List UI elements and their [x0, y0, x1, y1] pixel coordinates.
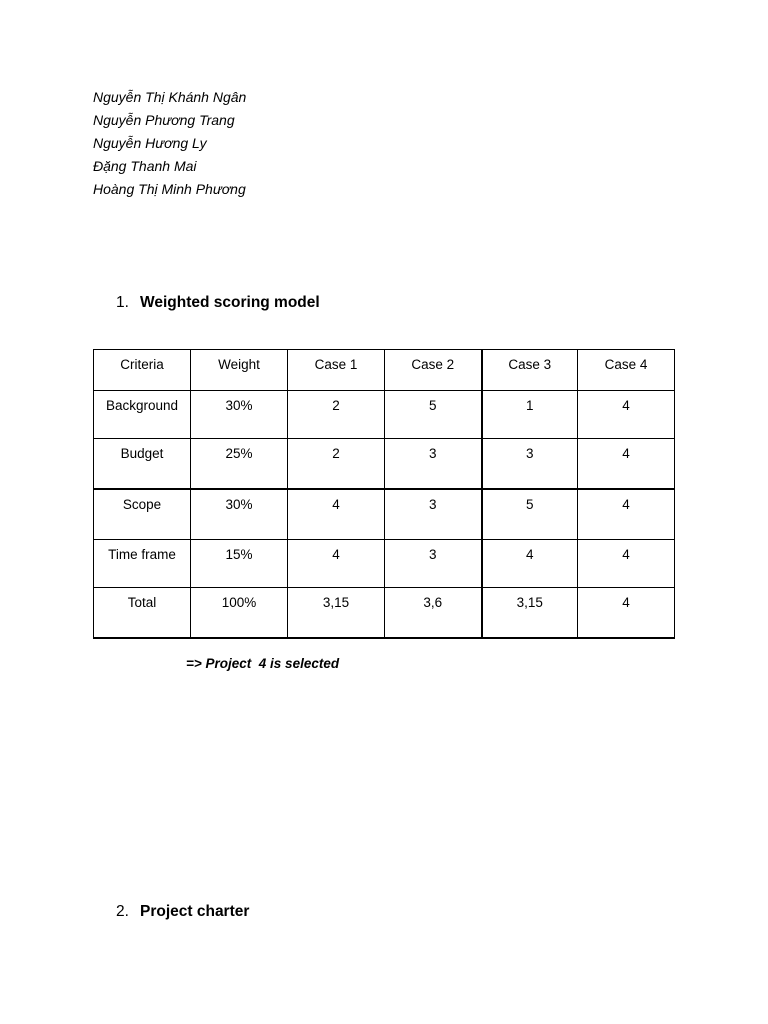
- table-cell: 4: [578, 391, 675, 439]
- table-cell: 3,15: [482, 588, 578, 639]
- section-title: Weighted scoring model: [140, 294, 320, 311]
- table-cell: 4: [578, 489, 675, 540]
- section-number: 2.: [116, 903, 129, 920]
- table-cell: 3: [482, 439, 578, 490]
- table-cell: Total: [94, 588, 191, 639]
- table-row: [94, 540, 675, 588]
- table-cell: 2: [288, 391, 385, 439]
- table-cell: 3: [385, 439, 482, 490]
- table-cell: 25%: [191, 439, 288, 490]
- table-cell: 3: [385, 540, 482, 588]
- author-name: Đặng Thanh Mai: [93, 158, 197, 174]
- table-row: [94, 439, 675, 490]
- author-name: Nguyễn Phương Trang: [93, 112, 235, 128]
- table-cell: 4: [578, 439, 675, 490]
- table-cell: 4: [288, 540, 385, 588]
- section-heading-weighted-scoring: [116, 294, 320, 312]
- table-cell: Background: [94, 391, 191, 439]
- table-cell: 5: [385, 391, 482, 439]
- table-header-row: [94, 350, 675, 391]
- table-cell: Scope: [94, 489, 191, 540]
- table-row: [94, 489, 675, 540]
- table-cell: 4: [482, 540, 578, 588]
- table-cell: 4: [578, 540, 675, 588]
- table-cell: 100%: [191, 588, 288, 639]
- table-row-total: [94, 588, 675, 639]
- section-number: 1.: [116, 294, 129, 311]
- table-cell: 4: [288, 489, 385, 540]
- selection-conclusion: => Project 4 is selected: [186, 656, 340, 671]
- table-cell: 1: [482, 391, 578, 439]
- column-header: Case 3: [482, 350, 578, 391]
- table-row: [94, 391, 675, 439]
- table-cell: 5: [482, 489, 578, 540]
- author-name: Nguyễn Hương Ly: [93, 135, 207, 151]
- table-cell: 3: [385, 489, 482, 540]
- table-cell: Budget: [94, 439, 191, 490]
- weighted-scoring-table: [93, 349, 675, 639]
- column-header: Case 2: [385, 350, 482, 391]
- table-cell: 3,6: [385, 588, 482, 639]
- column-header: Case 4: [578, 350, 675, 391]
- table-cell: 2: [288, 439, 385, 490]
- author-name: Nguyễn Thị Khánh Ngân: [93, 89, 247, 105]
- table-cell: 30%: [191, 391, 288, 439]
- table-cell: 15%: [191, 540, 288, 588]
- author-list: [93, 86, 246, 201]
- section-heading-project-charter: [116, 903, 249, 921]
- table-cell: Time frame: [94, 540, 191, 588]
- table-cell: 30%: [191, 489, 288, 540]
- column-header: Case 1: [288, 350, 385, 391]
- table-cell: 3,15: [288, 588, 385, 639]
- section-title: Project charter: [140, 903, 250, 920]
- column-header: Criteria: [94, 350, 191, 391]
- table-cell: 4: [578, 588, 675, 639]
- author-name: Hoàng Thị Minh Phương: [93, 181, 246, 197]
- column-header: Weight: [191, 350, 288, 391]
